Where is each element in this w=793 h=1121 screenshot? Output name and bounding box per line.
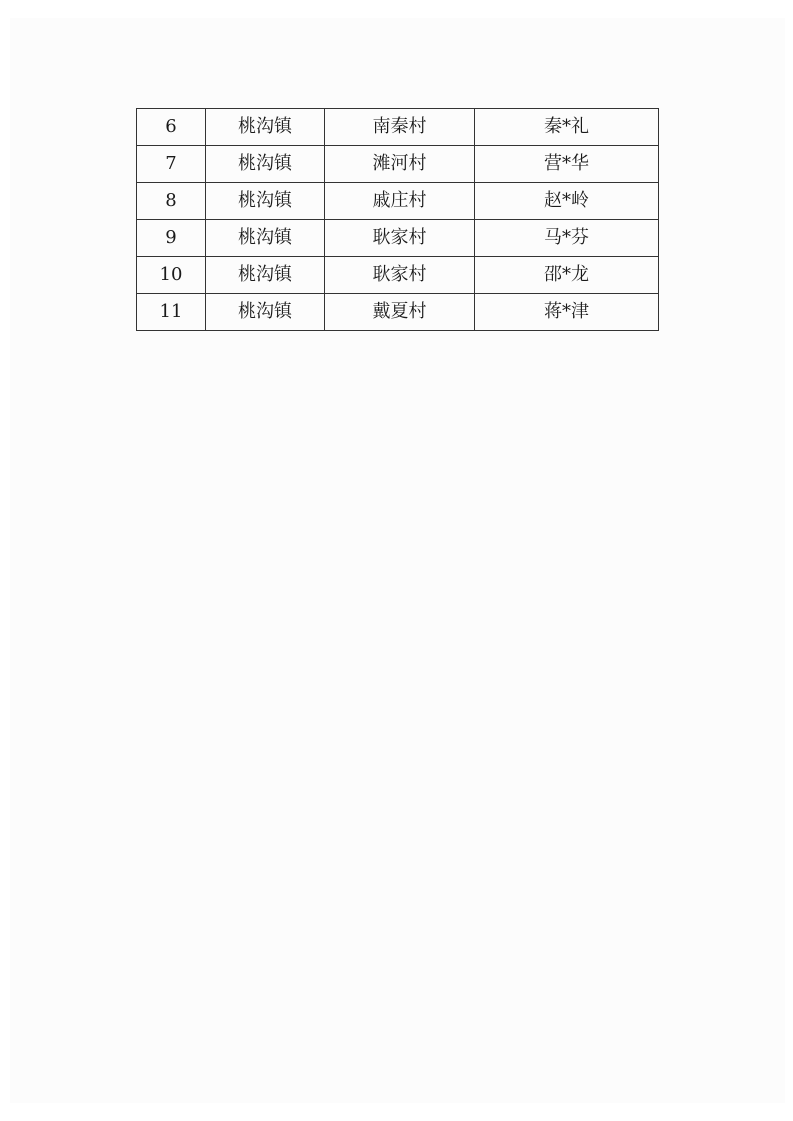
village-cell: 戚庄村 (325, 183, 475, 220)
village-cell: 滩河村 (325, 146, 475, 183)
person-name-cell: 秦*礼 (475, 109, 659, 146)
town-cell: 桃沟镇 (206, 183, 325, 220)
row-number-cell: 6 (137, 109, 206, 146)
town-cell: 桃沟镇 (206, 146, 325, 183)
table-row (137, 257, 659, 294)
town-cell: 桃沟镇 (206, 257, 325, 294)
person-name-cell: 营*华 (475, 146, 659, 183)
table-row (137, 146, 659, 183)
village-cell: 耿家村 (325, 257, 475, 294)
row-number-cell: 8 (137, 183, 206, 220)
village-cell: 戴夏村 (325, 294, 475, 331)
row-number-cell: 11 (137, 294, 206, 331)
town-cell: 桃沟镇 (206, 294, 325, 331)
table-row (137, 183, 659, 220)
person-name-cell: 蒋*津 (475, 294, 659, 331)
town-cell: 桃沟镇 (206, 220, 325, 257)
row-number-cell: 7 (137, 146, 206, 183)
row-number-cell: 9 (137, 220, 206, 257)
town-cell: 桃沟镇 (206, 109, 325, 146)
roster-table (136, 108, 659, 331)
village-cell: 南秦村 (325, 109, 475, 146)
person-name-cell: 赵*岭 (475, 183, 659, 220)
table-row (137, 109, 659, 146)
table-row (137, 294, 659, 331)
row-number-cell: 10 (137, 257, 206, 294)
table-row (137, 220, 659, 257)
person-name-cell: 邵*龙 (475, 257, 659, 294)
person-name-cell: 马*芬 (475, 220, 659, 257)
village-cell: 耿家村 (325, 220, 475, 257)
